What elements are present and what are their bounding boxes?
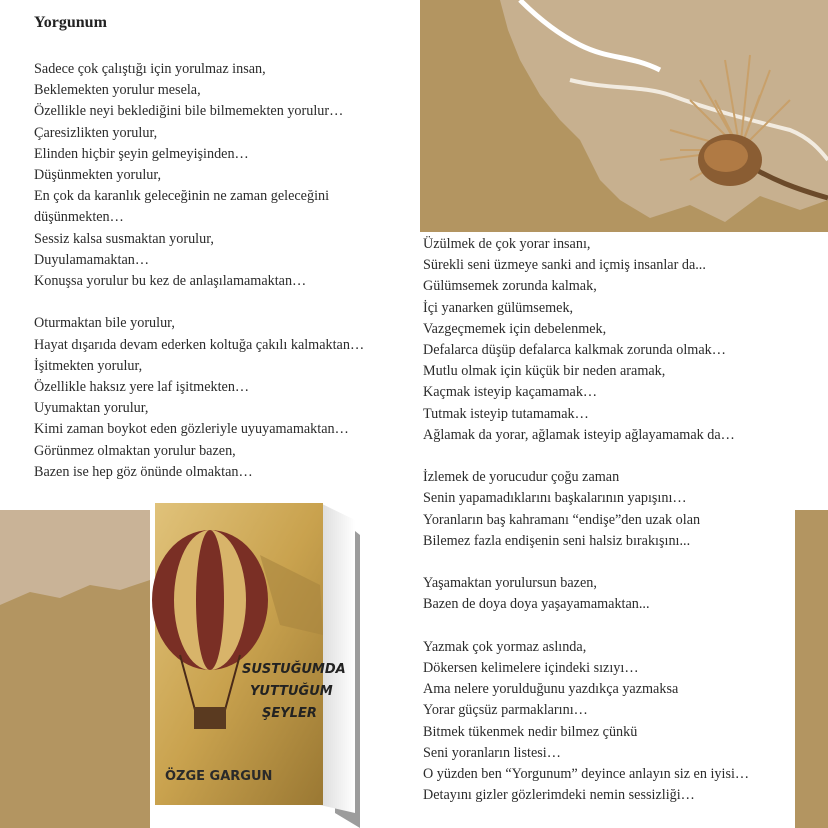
poem-line: Uyumaktan yorulur,	[34, 400, 149, 417]
poem-line: En çok da karanlık geleceğinin ne zaman geleceğini	[34, 188, 330, 205]
poem-line: Vazgeçmemek için debelenmek,	[423, 320, 607, 337]
book-title-line3: ŞEYLER	[262, 706, 317, 721]
poem-line: Senin yapamadıklarını başkalarının yapışını…	[423, 490, 687, 507]
poem-line: Seni yoranların listesi…	[423, 744, 561, 761]
poem-line: Oturmaktan bile yorulur,	[34, 315, 175, 332]
poem-line: Elinden hiçbir şeyin gelmeyişinden…	[34, 145, 249, 162]
dried-thistle-image	[630, 40, 828, 210]
book-author: ÖZGE GARGUN	[165, 769, 273, 784]
poem-line: Bazen ise hep göz önünde olmaktan…	[34, 463, 253, 480]
poem-line: Gülümsemek zorunda kalmak,	[423, 278, 597, 295]
poem-line: Detayını gizler gözlerimdeki nemin sessizliği…	[423, 787, 695, 804]
poem-line: Bazen de doya doya yaşayamamaktan...	[423, 596, 650, 613]
poem-line: Düşünmekten yorulur,	[34, 167, 162, 184]
poem-line: İşitmekten yorulur,	[34, 357, 143, 374]
poem-line: İçi yanarken gülümsemek,	[423, 299, 574, 316]
poem-line: Sürekli seni üzmeye sanki and içmiş insanlar da...	[423, 257, 706, 274]
poem-line: Ağlamak da yorar, ağlamak isteyip ağlayamamak da…	[423, 426, 735, 443]
book-cover-mockup	[150, 495, 365, 828]
poem-line: Duyulamamaktan…	[34, 251, 150, 268]
poem-line: Defalarca düşüp defalarca kalkmak zorunda olmak…	[423, 342, 726, 359]
poem-line: Konuşsa yorulur bu kez de anlaşılamamaktan…	[34, 273, 307, 290]
poem-line: Sessiz kalsa susmaktan yorulur,	[34, 230, 214, 247]
poem-line: İzlemek de yorucudur çoğu zaman	[423, 469, 620, 486]
torn-paper-left	[0, 510, 150, 605]
poem-line: Kaçmak isteyip kaçamamak…	[423, 384, 598, 401]
poem-line: Üzülmek de çok yorar insanı,	[423, 236, 591, 252]
poem-line: Beklemekten yorulur mesela,	[34, 82, 201, 99]
poem-right-column	[423, 234, 749, 806]
poem-line: Görünmez olmaktan yorulur bazen,	[34, 442, 236, 459]
poem-line: O yüzden ben “Yorgunum” deyince anlayın siz en iyisi…	[423, 766, 750, 783]
poem-line: Kimi zaman boykot eden gözleriyle uyuyamamaktan…	[34, 421, 349, 438]
poem-line: Bilemez fazla endişenin seni halsiz bırakışını...	[423, 532, 691, 549]
kraft-background-bottom-right	[795, 510, 828, 828]
stanza-break	[423, 616, 749, 637]
poem-line: Sadece çok çalıştığı için yorulmaz insan,	[34, 61, 266, 77]
poem-line: Bitmek tükenmek nedir bilmez çünkü	[423, 723, 638, 740]
poem-line: Yoranların baş kahramanı “endişe”den uzak olan	[423, 511, 701, 528]
poem-line: düşünmekten…	[34, 209, 124, 226]
poem-line: Yazmak çok yormaz aslında,	[423, 638, 587, 655]
poem-line: Özellikle neyi beklediğini bile bilmemekten yorulur…	[34, 103, 344, 120]
book-title-line2: YUTTUĞUM	[250, 684, 333, 699]
poem-line: Mutlu olmak için küçük bir neden aramak,	[423, 363, 666, 380]
poem-line: Çaresizlikten yorulur,	[34, 124, 158, 141]
poem-line: Yorar güçsüz parmaklarını…	[423, 702, 588, 719]
poem-line: Tutmak isteyip tutamamak…	[423, 405, 589, 422]
poem-title: Yorgunum	[34, 14, 107, 31]
poem-line: Özellikle haksız yere laf işitmekten…	[34, 379, 250, 396]
poem-line: Yaşamaktan yorulursun bazen,	[423, 575, 597, 592]
stanza-break	[423, 446, 749, 467]
book-title-line1: SUSTUĞUMDA	[242, 662, 346, 677]
poem-line: Ama nelere yorulduğunu yazdıkça yazmaksa	[423, 681, 679, 698]
stanza-break	[423, 552, 749, 573]
poem-left-column	[34, 59, 364, 483]
poem-line: Hayat dışarıda devam ederken koltuğa çakılı kalmaktan…	[34, 336, 365, 353]
stanza-break	[34, 292, 364, 313]
poem-line: Dökersen kelimelere içindeki sızıyı…	[423, 660, 639, 677]
